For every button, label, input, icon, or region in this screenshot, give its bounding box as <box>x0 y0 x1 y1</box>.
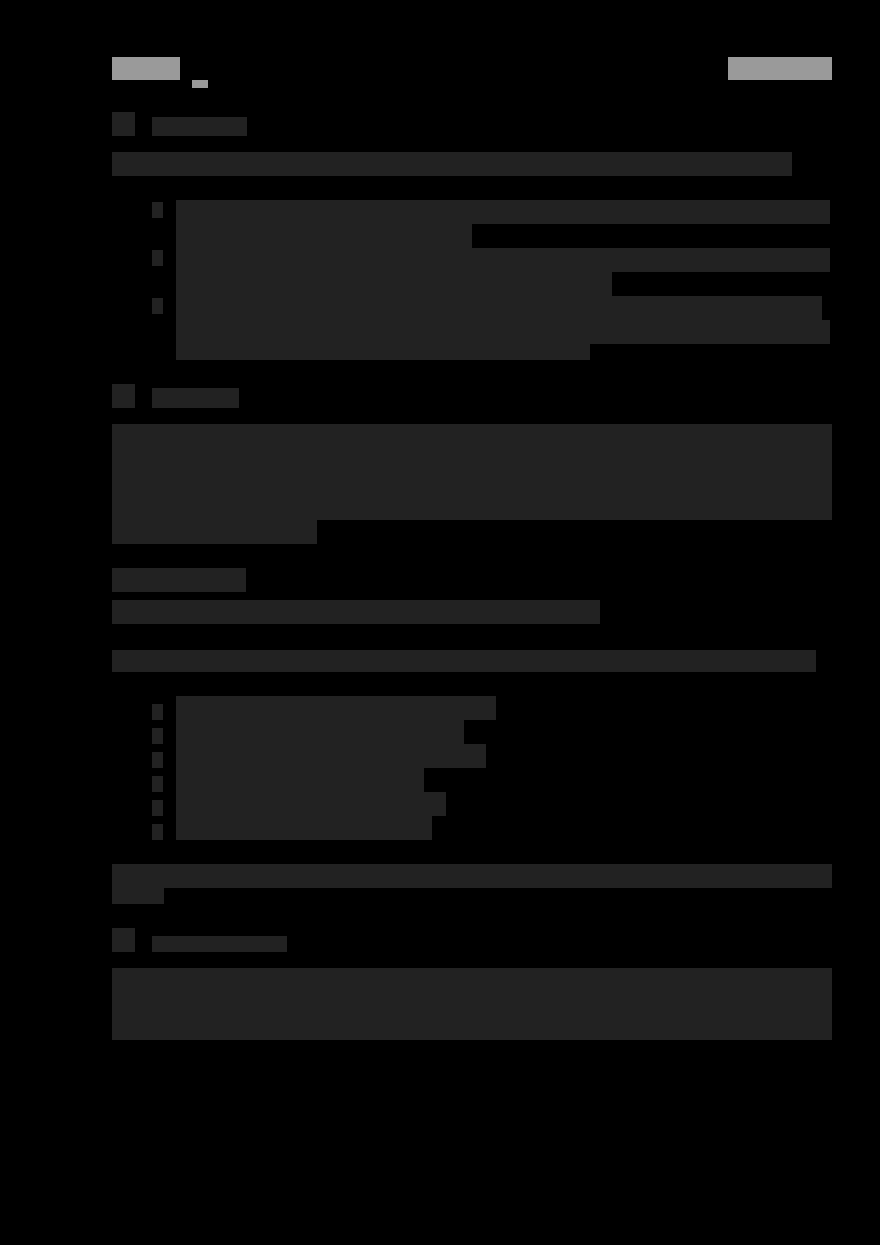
bullet-marker <box>152 752 163 768</box>
section-paragraph <box>112 968 832 1040</box>
section-number <box>112 384 135 408</box>
subsection-paragraph <box>112 650 816 672</box>
bullet-marker <box>152 728 163 744</box>
list-item-continuation <box>176 272 612 296</box>
subsection-heading <box>112 568 246 592</box>
bullet-marker <box>152 776 163 792</box>
list-item-continuation <box>176 320 830 344</box>
section-heading <box>152 117 247 136</box>
bullet-marker <box>152 202 163 218</box>
list-item <box>176 696 496 720</box>
list-item <box>176 744 486 768</box>
subsection-lead <box>112 600 600 624</box>
section-number <box>112 928 135 952</box>
bullet-marker <box>152 824 163 840</box>
running-header-left <box>112 57 180 80</box>
list-item <box>176 720 464 744</box>
list-item <box>176 768 424 792</box>
list-item-continuation <box>176 224 472 248</box>
intro-paragraph <box>112 152 792 176</box>
list-item <box>176 200 830 224</box>
section-heading <box>152 936 287 952</box>
bullet-marker <box>152 704 163 720</box>
bullet-marker <box>152 800 163 816</box>
list-item <box>176 816 432 840</box>
list-item <box>176 296 822 320</box>
running-header-right <box>728 57 832 80</box>
section-number <box>112 112 135 136</box>
list-item <box>176 248 830 272</box>
list-item <box>176 792 446 816</box>
section-paragraph-last-line <box>112 520 317 544</box>
closing-paragraph-last-line <box>112 888 164 904</box>
closing-paragraph <box>112 864 832 888</box>
bullet-marker <box>152 250 163 266</box>
running-header-left-descender <box>192 80 208 88</box>
bullet-marker <box>152 298 163 314</box>
section-heading <box>152 388 239 408</box>
list-item-continuation <box>176 344 590 360</box>
section-paragraph <box>112 424 832 520</box>
